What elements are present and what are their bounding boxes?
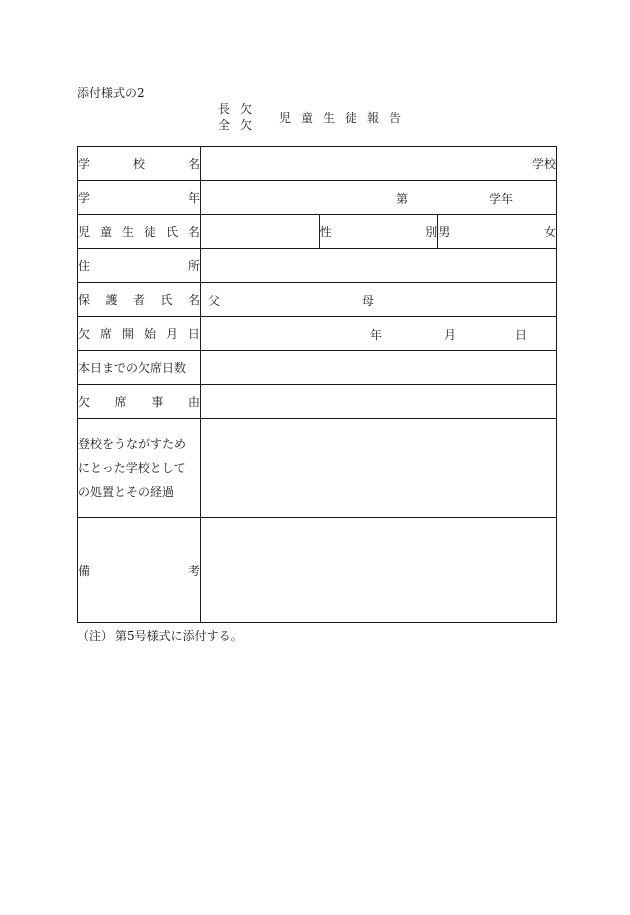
form-number: 添付様式の2 bbox=[77, 86, 145, 100]
label-school-name: 学 校 名 bbox=[78, 147, 201, 181]
label-absence-days: 本日までの欠席日数 bbox=[78, 351, 201, 385]
footnote bbox=[77, 627, 243, 644]
footnote-text: 第5号様式に添付する。 bbox=[115, 629, 243, 643]
label-school-measures: 登校をうながすため にとった学校として の処置とその経過 bbox=[78, 419, 201, 518]
gender-field[interactable] bbox=[438, 215, 557, 249]
row-school-measures bbox=[78, 419, 557, 518]
absence-reason-field[interactable] bbox=[201, 385, 557, 419]
grade-prefix: 第 bbox=[396, 192, 409, 206]
row-school-name bbox=[78, 147, 557, 181]
row-absence-reason bbox=[78, 385, 557, 419]
label-guardian: 保 護 者 氏 名 bbox=[78, 283, 201, 317]
absence-start-month: 月 bbox=[444, 328, 457, 342]
guardian-mother-label: 母 bbox=[362, 294, 375, 308]
absence-start-year: 年 bbox=[370, 328, 383, 342]
row-guardian bbox=[78, 283, 557, 317]
absence-days-field[interactable] bbox=[201, 351, 557, 385]
label-student-name: 児 童 生 徒 氏 名 bbox=[78, 215, 201, 249]
guardian-father-label: 父 bbox=[208, 294, 221, 308]
address-field[interactable] bbox=[201, 249, 557, 283]
row-student-name bbox=[78, 215, 557, 249]
grade-suffix: 学年 bbox=[489, 192, 514, 206]
remarks-field[interactable] bbox=[201, 518, 557, 623]
gender-female[interactable]: 女 bbox=[543, 225, 556, 239]
school-measures-field[interactable] bbox=[201, 419, 557, 518]
title-full-absence: 全欠 bbox=[218, 118, 263, 132]
grade-field[interactable] bbox=[201, 181, 557, 215]
label-remarks: 備 考 bbox=[78, 518, 201, 623]
school-suffix: 学校 bbox=[531, 157, 556, 171]
row-grade bbox=[78, 181, 557, 215]
label-grade: 学 年 bbox=[78, 181, 201, 215]
guardian-field[interactable] bbox=[201, 283, 557, 317]
row-address bbox=[78, 249, 557, 283]
title-long-absence: 長欠 bbox=[218, 102, 263, 116]
absence-start-field[interactable] bbox=[201, 317, 557, 351]
title-absence-type bbox=[218, 101, 262, 133]
label-absence-start: 欠 席 開 始 月 日 bbox=[78, 317, 201, 351]
title-main: 児童生徒報告 bbox=[279, 111, 412, 125]
gender-male[interactable]: 男 bbox=[438, 225, 451, 239]
report-form-table bbox=[77, 146, 557, 623]
row-remarks bbox=[78, 518, 557, 623]
absence-start-day: 日 bbox=[515, 328, 528, 342]
row-absence-start bbox=[78, 317, 557, 351]
label-address: 住 所 bbox=[78, 249, 201, 283]
school-name-field[interactable] bbox=[201, 147, 557, 181]
student-name-field[interactable] bbox=[201, 215, 320, 249]
label-absence-reason: 欠 席 事 由 bbox=[78, 385, 201, 419]
label-gender: 性 別 bbox=[319, 215, 438, 249]
row-absence-days bbox=[78, 351, 557, 385]
footnote-marker: （注） bbox=[77, 629, 114, 643]
